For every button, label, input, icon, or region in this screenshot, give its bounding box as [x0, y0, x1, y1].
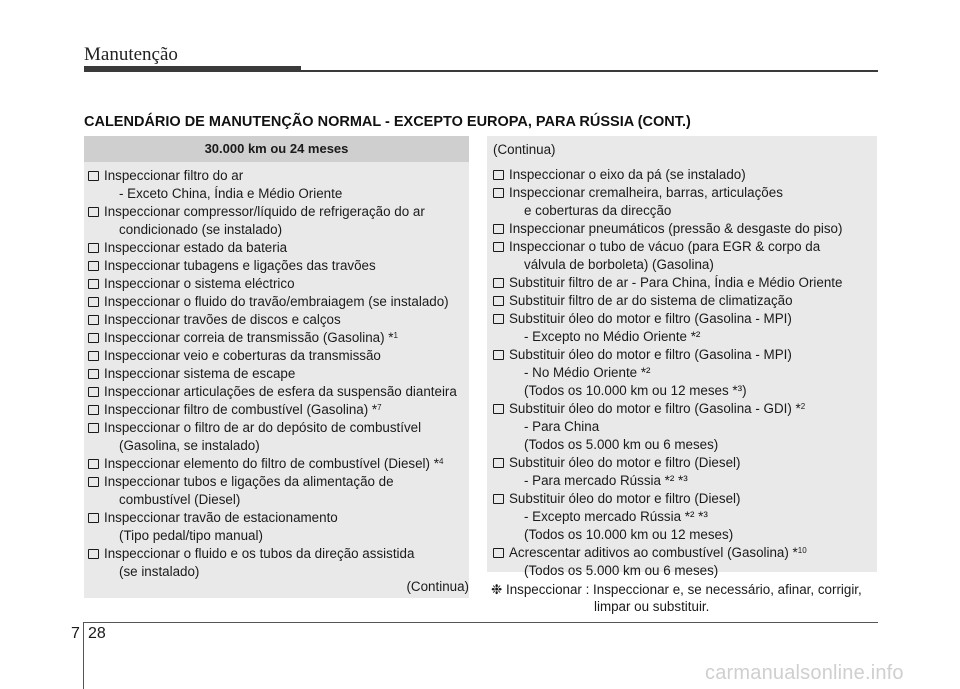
item-text: Substituir filtro de ar do sistema de climatização: [509, 293, 793, 308]
checkbox-icon: [493, 314, 504, 324]
checkbox-icon: [88, 351, 99, 361]
item-subtext: válvula de borboleta) (Gasolina): [524, 257, 714, 272]
footnote-ref: 10: [797, 546, 807, 555]
item-text: Substituir óleo do motor e filtro (Gasolina - MPI): [509, 347, 792, 362]
checklist-item: [88, 509, 469, 545]
item-text-block: [104, 401, 469, 419]
footer-rule: [84, 622, 878, 623]
checklist-item: [88, 473, 469, 509]
item-text-block: [509, 454, 877, 490]
interval-heading: 30.000 km ou 24 meses: [84, 136, 469, 162]
item-subtext: (Todos os 10.000 km ou 12 meses *³): [524, 383, 747, 398]
item-text: Inspeccionar o tubo de vácuo (para EGR & corpo da: [509, 239, 821, 254]
checkbox-icon: [88, 315, 99, 325]
header-rule-thin: [301, 70, 878, 72]
checklist-item: [493, 166, 877, 184]
checkbox-icon: [88, 513, 99, 523]
item-subtext: - Para mercado Rússia *² *³: [524, 473, 688, 488]
item-text-block: [104, 239, 469, 257]
checkbox-icon: [88, 549, 99, 559]
item-text-block: [104, 311, 469, 329]
checklist-item: [88, 275, 469, 293]
item-subtext: e coberturas da direcção: [524, 203, 672, 218]
footnote-ref: 4: [438, 457, 444, 466]
checklist-item: [493, 292, 877, 310]
item-text-block: [509, 166, 877, 184]
item-text: Inspeccionar o fluido e os tubos da direção assistida: [104, 546, 415, 561]
checkbox-icon: [88, 459, 99, 469]
item-text-block: [104, 257, 469, 275]
item-text-block: [509, 544, 877, 580]
checkbox-icon: [493, 350, 504, 360]
checklist-item: [88, 311, 469, 329]
item-subtext: - Excepto mercado Rússia *² *³: [524, 509, 708, 524]
item-text-block: [509, 274, 877, 292]
item-text: Substituir óleo do motor e filtro (Diesel): [509, 491, 741, 506]
chapter-number: 7: [71, 625, 80, 642]
checkbox-icon: [493, 224, 504, 234]
item-text: Inspeccionar filtro de combustível (Gasolina) *: [104, 402, 378, 417]
item-text-block: [104, 545, 469, 581]
checkbox-icon: [88, 387, 99, 397]
checkbox-icon: [88, 423, 99, 433]
item-text: Inspeccionar cremalheira, barras, articulações: [509, 185, 783, 200]
item-text-block: [104, 473, 469, 509]
footnote-line-1: Inspeccionar : Inspeccionar e, se necessário, afinar, corrigir,: [505, 582, 862, 597]
item-subtext: (Todos os 5.000 km ou 6 meses): [524, 563, 719, 578]
continued-label: (Continua): [493, 142, 556, 157]
checklist-item: [88, 419, 469, 455]
checkbox-icon: [88, 207, 99, 217]
checklist-item: [493, 220, 877, 238]
left-panel: [84, 136, 469, 598]
item-text: Inspeccionar travão de estacionamento: [104, 510, 338, 525]
checkbox-icon: [493, 170, 504, 180]
checkbox-icon: [88, 333, 99, 343]
continues-label: (Continua): [406, 579, 469, 594]
item-text-block: [104, 419, 469, 455]
item-subtext: - Para China: [524, 419, 600, 434]
checkbox-icon: [493, 242, 504, 252]
checkbox-icon: [88, 297, 99, 307]
item-text-block: [509, 400, 877, 454]
item-subtext: (Gasolina, se instalado): [119, 438, 260, 453]
checklist-item: [88, 203, 469, 239]
checklist-item: [88, 347, 469, 365]
item-text-block: [104, 293, 469, 311]
item-text: Substituir filtro de ar - Para China, Índia e Médio Oriente: [509, 275, 843, 290]
item-text-block: [509, 346, 877, 400]
left-checklist: [84, 162, 469, 581]
item-text: Inspeccionar sistema de escape: [104, 366, 296, 381]
footnote-line-2: limpar ou substituir.: [594, 599, 710, 614]
checklist-item: [493, 490, 877, 544]
item-text: Inspeccionar o filtro de ar do depósito de combustível: [104, 420, 422, 435]
item-text: Inspeccionar compressor/líquido de refrigeração do ar: [104, 204, 425, 219]
footnote-ref: 7: [377, 403, 382, 412]
checkbox-icon: [88, 171, 99, 181]
item-text-block: [104, 347, 469, 365]
item-text: Substituir óleo do motor e filtro (Gasolina - MPI): [509, 311, 792, 326]
checklist-item: [493, 274, 877, 292]
checklist-item: [493, 544, 877, 580]
checkbox-icon: [88, 405, 99, 415]
item-text-block: [509, 310, 877, 346]
item-text: Substituir óleo do motor e filtro (Diesel): [509, 455, 741, 470]
checklist-item: [493, 346, 877, 400]
item-text: Inspeccionar o fluido do travão/embraiagem (se instalado): [104, 294, 449, 309]
checklist-item: [88, 239, 469, 257]
item-subtext: combustível (Diesel): [119, 492, 241, 507]
item-subtext: (Todos os 5.000 km ou 6 meses): [524, 437, 719, 452]
item-text-block: [104, 509, 469, 545]
checklist-item: [493, 454, 877, 490]
checkbox-icon: [493, 494, 504, 504]
header-rule-thick: [84, 66, 301, 72]
watermark: carmanualsonline.info: [705, 662, 904, 684]
item-text: Inspeccionar articulações de esfera da suspensão dianteira: [104, 384, 457, 399]
footnote-ref: 2: [800, 402, 806, 411]
item-subtext: - Exceto China, Índia e Médio Oriente: [119, 186, 343, 201]
asterism-icon: ❉: [491, 582, 503, 597]
item-text-block: [104, 365, 469, 383]
footnote-ref: 1: [393, 331, 398, 340]
checkbox-icon: [88, 279, 99, 289]
item-text-block: [104, 383, 469, 401]
item-subtext: (Todos os 10.000 km ou 12 meses): [524, 527, 734, 542]
checklist-item: [88, 455, 469, 473]
item-subtext: (se instalado): [119, 564, 200, 579]
checkbox-icon: [493, 278, 504, 288]
item-text: Inspeccionar estado da bateria: [104, 240, 288, 255]
item-text-block: [104, 167, 469, 203]
checkbox-icon: [493, 188, 504, 198]
item-subtext: condicionado (se instalado): [119, 222, 283, 237]
item-subtext: - Excepto no Médio Oriente *²: [524, 329, 701, 344]
checklist-item: [88, 257, 469, 275]
checklist-item: [88, 365, 469, 383]
checkbox-icon: [493, 296, 504, 306]
checklist-item: [493, 238, 877, 274]
checklist-item: [88, 401, 469, 419]
item-text: Inspeccionar tubagens e ligações das travões: [104, 258, 376, 273]
item-text-block: [104, 329, 469, 347]
checklist-item: [493, 310, 877, 346]
item-text-block: [509, 238, 877, 274]
right-panel: [487, 136, 877, 578]
item-text-block: [104, 203, 469, 239]
item-text: Inspeccionar o sistema eléctrico: [104, 276, 295, 291]
checklist-item: [88, 329, 469, 347]
item-text: Inspeccionar pneumáticos (pressão & desgaste do piso): [509, 221, 843, 236]
checkbox-icon: [88, 243, 99, 253]
checkbox-icon: [88, 261, 99, 271]
checklist-item: [88, 293, 469, 311]
item-text: Inspeccionar correia de transmissão (Gasolina) *: [104, 330, 394, 345]
checklist-item: [493, 400, 877, 454]
item-subtext: - No Médio Oriente *²: [524, 365, 651, 380]
footnote: [491, 581, 862, 615]
checkbox-icon: [493, 458, 504, 468]
checkbox-icon: [493, 548, 504, 558]
checklist-item: [88, 167, 469, 203]
checklist-item: [493, 184, 877, 220]
item-text: Inspeccionar filtro do ar: [104, 168, 244, 183]
footer-vertical-rule: [83, 622, 84, 689]
item-text-block: [509, 292, 877, 310]
item-text-block: [104, 455, 469, 473]
item-text: Acrescentar aditivos ao combustível (Gasolina) *: [509, 545, 798, 560]
item-text: Inspeccionar o eixo da pá (se instalado): [509, 167, 746, 182]
item-text: Inspeccionar tubos e ligações da alimentação de: [104, 474, 394, 489]
item-text: Inspeccionar veio e coberturas da transmissão: [104, 348, 381, 363]
item-text: Substituir óleo do motor e filtro (Gasolina - GDI) *: [509, 401, 801, 416]
section-title: CALENDÁRIO DE MANUTENÇÃO NORMAL - EXCEPTO EUROPA, PARA RÚSSIA (CONT.): [84, 114, 691, 130]
item-subtext: (Tipo pedal/tipo manual): [119, 528, 263, 543]
checkbox-icon: [88, 477, 99, 487]
right-checklist: [487, 159, 877, 580]
page-header-title: Manutenção: [84, 44, 178, 65]
checkbox-icon: [493, 404, 504, 414]
item-text-block: [509, 184, 877, 220]
item-text-block: [509, 490, 877, 544]
item-text-block: [104, 275, 469, 293]
item-text-block: [509, 220, 877, 238]
checklist-item: [88, 545, 469, 581]
item-text: Inspeccionar elemento do filtro de combustível (Diesel) *: [104, 456, 439, 471]
page-number: 28: [88, 625, 106, 642]
checklist-item: [88, 383, 469, 401]
item-text: Inspeccionar travões de discos e calços: [104, 312, 341, 327]
checkbox-icon: [88, 369, 99, 379]
